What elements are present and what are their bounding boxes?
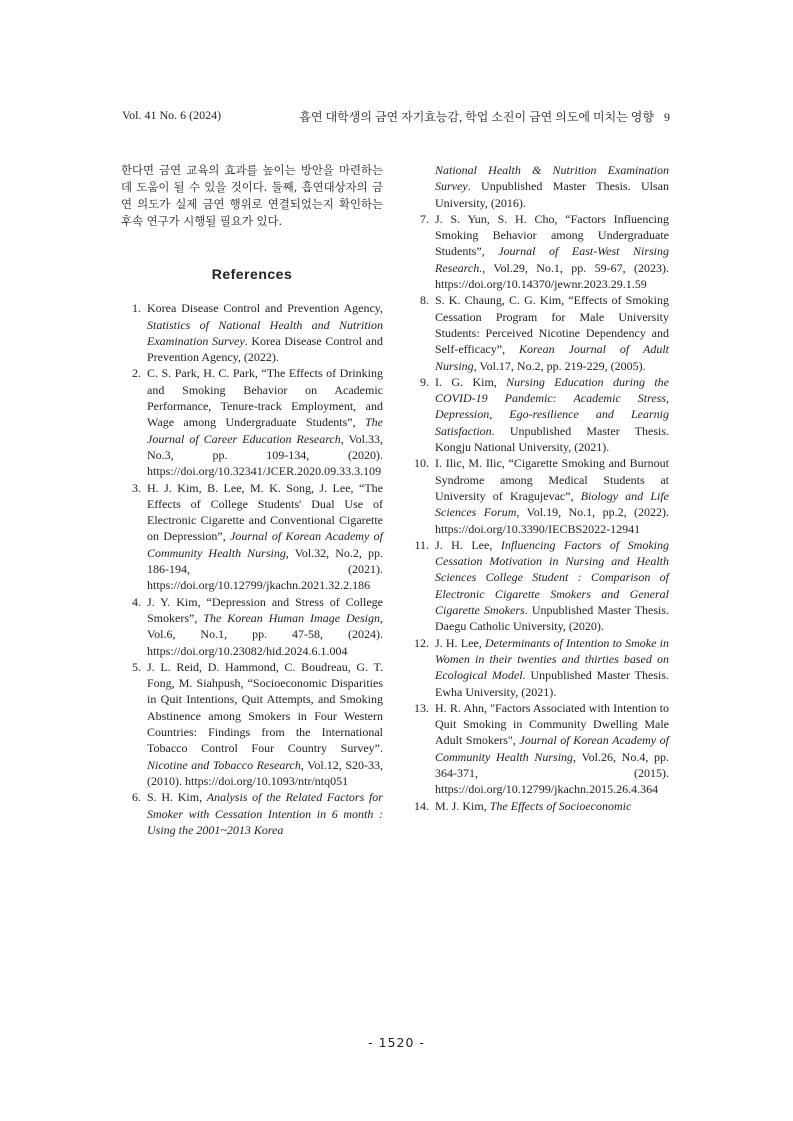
reference-item xyxy=(409,374,669,455)
reference-number: 11. xyxy=(414,537,429,552)
reference-text: I. G. Kim, xyxy=(435,374,507,389)
references-heading: References xyxy=(211,266,293,282)
reference-source-title: Nursing Education during the COVID-19 Pandemic: Academic Stress, Depression, Ego-resilience and Learnig Satisfaction xyxy=(435,374,670,438)
page-number: 9 xyxy=(664,110,670,124)
reference-details: , Vol.26, No.4, pp. 364-371, (2015). https://doi.org/10.12799/jkachn.2015.26.4.364 xyxy=(435,749,670,797)
reference-source-title: Korean Journal of Adult Nursing xyxy=(435,342,669,373)
reference-number: 5. xyxy=(132,659,141,674)
reference-source-title: Biology and Life Sciences Forum xyxy=(435,488,669,520)
reference-text: J. H. Lee, xyxy=(435,635,485,650)
reference-source-title: The Korean Human Image Design xyxy=(203,610,381,625)
journal-volume: Vol. 41 No. 6 (2024) xyxy=(122,108,222,122)
reference-item xyxy=(409,798,669,814)
reference-text: J. S. Yun, S. H. Cho, “Factors Influencing Smoking Behavior among Undergraduate Students”, xyxy=(435,211,669,259)
reference-details: , Vol.33, No.3, pp. 109-134, (2020). https://doi.org/10.32341/JCER.2020.09.33.3.109 xyxy=(147,431,383,479)
reference-number: 9. xyxy=(420,374,429,389)
reference-details: . Korea Disease Control and Prevention Agency, (2022). xyxy=(147,333,383,365)
running-title xyxy=(299,108,670,125)
reference-source-title: Determinants of Intention to Smoke in Women in their twenties and thirties based on Ecological Model xyxy=(435,635,669,683)
reference-text: S. H. Kim, xyxy=(147,790,207,805)
reference-source-title: Nicotine and Tobacco Research xyxy=(147,757,301,772)
reference-source-title: The Journal of Career Education Research xyxy=(147,415,383,446)
reference-number: 6. xyxy=(132,790,141,805)
intro-paragraph: 한다면 금연 교육의 효과를 높이는 방안을 마련하는 데 도움이 될 수 있을 것이다. 둘째, 흡연대상자의 금연 의도가 실제 금연 행위로 연결되었는지 확인하는 후속 연구가 시행될 필요가 있다. xyxy=(121,163,383,228)
right-column xyxy=(409,162,669,814)
reference-list-right xyxy=(409,211,669,814)
reference-text: J. L. Reid, D. Hammond, C. Boudreau, G. T. Fong, M. Siahpush, “Socioeconomic Disparities in Quit Intentions, Quit Attempts, and Smoking Abstinence among Smokers in Four Western Countries: Findings from the International Tobacco Control Four Country Survey”. xyxy=(147,659,383,756)
reference-source-title: Statistics of National Health and Nutrition Examination Survey xyxy=(147,317,383,348)
reference-number: 2. xyxy=(132,366,141,381)
reference-number: 1. xyxy=(132,301,141,316)
reference-details: . Unpublished Master Thesis. Daegu Catholic University, (2020). xyxy=(435,603,669,634)
reference-6-italic-continued: National Health & Nutrition Examination Survey xyxy=(435,163,669,194)
reference-number: 4. xyxy=(132,594,141,609)
reference-source-title: Journal of Korean Academy of Community Health Nursing xyxy=(147,529,383,560)
reference-6-after-continued: . Unpublished Master Thesis. Ulsan University, (2016). xyxy=(435,179,669,210)
reference-item xyxy=(409,455,669,536)
reference-text: S. K. Chaung, C. G. Kim, “Effects of Smoking Cessation Program for Male University Students: Perceived Nicotine Dependency and Self-efficacy”, xyxy=(435,293,669,357)
reference-text: H. R. Ahn, "Factors Associated with Intention to Quit Smoking in Community Dwelling Male Adult Smokers", xyxy=(435,700,669,748)
reference-6-continued xyxy=(409,162,669,211)
reference-item xyxy=(409,635,669,700)
reference-item xyxy=(121,365,383,479)
reference-source-title: Analysis of the Related Factors for Smoker with Cessation Intention in 6 month : Using the 2001~2013 Korea xyxy=(147,790,383,837)
reference-text: H. J. Kim, B. Lee, M. K. Song, J. Lee, “The Effects of College Students' Dual Use of Electronic Cigarette and Conventional Cigarette on Depression”, xyxy=(147,480,383,544)
reference-item xyxy=(121,659,383,789)
left-column xyxy=(121,162,383,838)
reference-source-title: Journal of East-West Nirsing Research. xyxy=(435,244,669,275)
reference-text: J. H. Lee, xyxy=(435,537,501,552)
reference-details: . Unpublished Master Thesis. Kongju National University, (2021). xyxy=(435,423,669,455)
reference-source-title: The Effects of Socioeconomic xyxy=(489,798,632,813)
reference-text: M. J. Kim, xyxy=(435,798,490,813)
reference-item xyxy=(121,300,383,365)
reference-source-title: Influencing Factors of Smoking Cessation Motivation in Nursing and Health Sciences College Student : Comparison of Electronic Cigarette Smokers and General Cigarette Smokers xyxy=(435,537,670,618)
reference-text: J. Y. Kim, “Depression and Stress of College Smokers”, xyxy=(147,594,383,625)
reference-item xyxy=(409,211,669,292)
reference-item xyxy=(121,594,383,659)
reference-item xyxy=(409,700,669,798)
reference-item xyxy=(409,292,669,373)
reference-details: , Vol.6, No.1, pp. 47-58, (2024). https://doi.org/10.23082/hid.2024.6.1.004 xyxy=(147,610,384,658)
reference-details: , Vol.29, No.1, pp. 59-67, (2023). https://doi.org/10.14370/jewnr.2023.29.1.59 xyxy=(435,260,669,292)
reference-details: , Vol.19, No.1, pp.2, (2022). https://doi.org/10.3390/IECBS2022-12941 xyxy=(435,505,669,536)
running-title-text: 흡연 대학생의 금연 자기효능감, 학업 소진이 금연 의도에 미치는 영향 xyxy=(299,110,654,124)
reference-list-left xyxy=(121,300,383,838)
reference-text: I. Ilic, M. Ilic, “Cigarette Smoking and Burnout Syndrome among Medical Students at University of Kragujevac”, xyxy=(435,456,669,503)
reference-item xyxy=(121,480,383,594)
reference-number: 7. xyxy=(420,211,429,226)
reference-source-title: Journal of Korean Academy of Community Health Nursing xyxy=(435,733,670,764)
reference-item xyxy=(121,789,383,838)
reference-text: C. S. Park, H. C. Park, “The Effects of Drinking and Smoking Behavior on Academic Performance, Tenure-track Employment, and Wage among Undergraduate Students”, xyxy=(147,366,383,430)
reference-number: 10. xyxy=(414,456,429,471)
reference-number: 12. xyxy=(414,635,429,650)
reference-details: . Unpublished Master Thesis. Ewha University, (2021). xyxy=(435,668,670,699)
reference-number: 3. xyxy=(132,480,141,495)
reference-details: , Vol.17, No.2, pp. 219-229, (2005). xyxy=(473,358,646,373)
reference-number: 13. xyxy=(414,700,429,715)
page-footer: - 1520 - xyxy=(368,1035,425,1050)
reference-item xyxy=(409,537,669,635)
reference-number: 8. xyxy=(420,293,429,308)
reference-number: 14. xyxy=(414,798,429,813)
reference-details: , Vol.12, S20-33, (2010). https://doi.org/10.1093/ntr/ntq051 xyxy=(147,757,383,788)
running-header xyxy=(122,108,670,128)
reference-details: , Vol.32, No.2, pp. 186-194, (2021). https://doi.org/10.12799/jkachn.2021.32.2.186 xyxy=(147,545,383,593)
reference-text: Korea Disease Control and Prevention Agency, xyxy=(147,301,383,316)
